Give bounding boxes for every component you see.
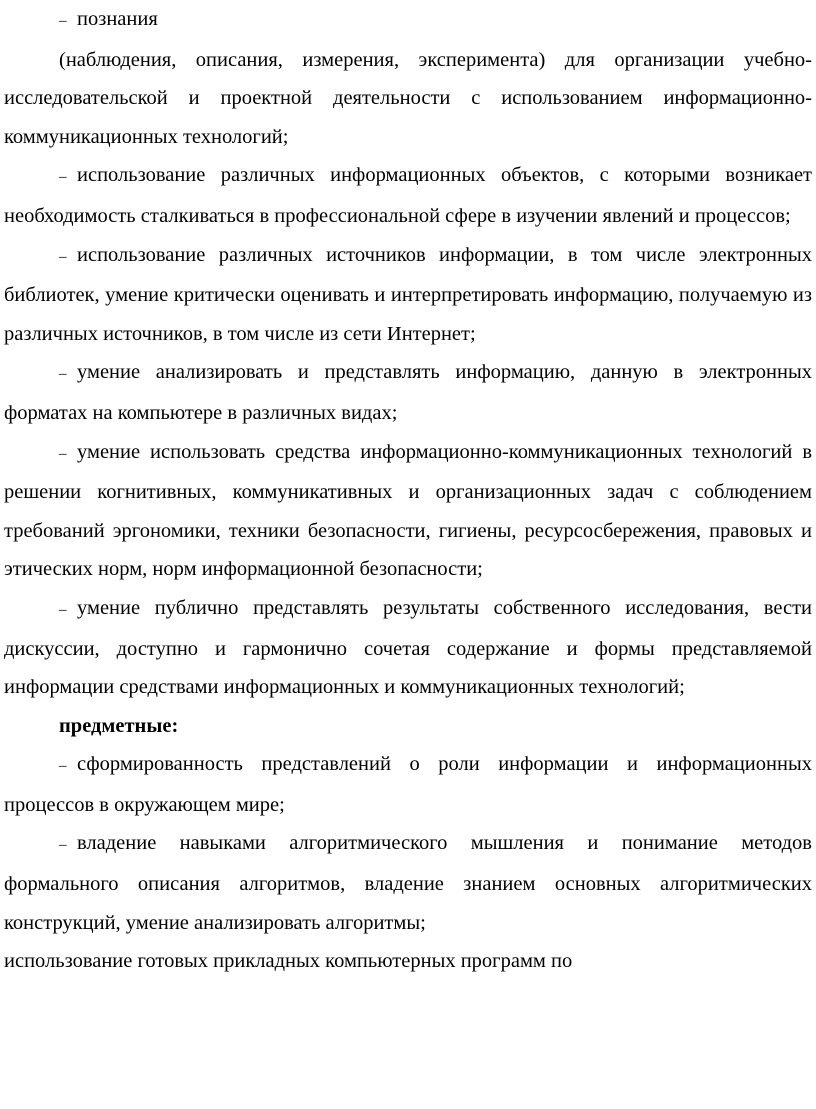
paragraph-ict-tools	[4, 433, 812, 589]
paragraph-analyze-information	[4, 353, 812, 432]
bullet-dash: –	[59, 248, 67, 265]
paragraph-text: использование различных источников информации, в том числе электронных библиотек, умение критически оценивать и интерпретировать информацию, получаемую из различных источников, в том числе из сети Интернет;	[4, 243, 812, 345]
paragraph-information-objects	[4, 156, 812, 235]
bullet-dash: –	[59, 13, 67, 29]
paragraph-observation	[4, 41, 812, 157]
paragraph-text: познания	[77, 8, 158, 30]
bullet-dash: –	[59, 758, 67, 775]
paragraph-role-of-information	[4, 745, 812, 824]
bullet-dash: –	[59, 837, 67, 854]
paragraph-text: использование различных информационных объектов, с которыми возникает необходимость сталкиваться в профессиональной сфере в изучении явлений и процессов;	[4, 164, 812, 227]
paragraph-text: умение публично представлять результаты собственного исследования, вести дискуссии, доступно и гармонично сочетая содержание и формы представляемой информации средствами информационных и коммуникационных технологий;	[4, 596, 812, 699]
bullet-dash: –	[59, 601, 67, 618]
paragraph-text: (наблюдения, описания, измерения, эксперимента) для организации учебно-исследовательской и проектной деятельности с использованием информационно-коммуникационных технологий;	[4, 48, 812, 148]
paragraph-text: умение использовать средства информационно-коммуникационных технологий в решении когнитивных, коммуникативных и организационных задач с соблюдением требований эргономики, техники безопасности, гигиены, ресурсосбережения, правовых и этических норм, норм информационной безопасности;	[4, 440, 812, 581]
section-heading-subject: предметные:	[59, 714, 179, 737]
bullet-dash: –	[59, 169, 67, 186]
paragraph-applied-programs: использование готовых прикладных компьютерных программ по	[4, 950, 573, 973]
document-page	[4, 0, 812, 981]
paragraph-public-presentation	[4, 589, 812, 707]
paragraph-information-sources	[4, 236, 812, 354]
bullet-dash: –	[59, 366, 67, 383]
paragraph-text: умение анализировать и представлять информацию, данную в электронных форматах на компьютере в различных видах;	[4, 361, 812, 424]
paragraph-text: сформированность представлений о роли информации и информационных процессов в окружающем мире;	[4, 753, 812, 816]
paragraph-algorithmic-thinking	[4, 824, 812, 942]
bullet-dash: –	[59, 445, 67, 462]
paragraph-cognition	[4, 0, 812, 41]
paragraph-text: владение навыками алгоритмического мышления и понимание методов формального описания алгоритмов, владение знанием основных алгоритмических конструкций, умение анализировать алгоритмы;	[4, 832, 812, 934]
